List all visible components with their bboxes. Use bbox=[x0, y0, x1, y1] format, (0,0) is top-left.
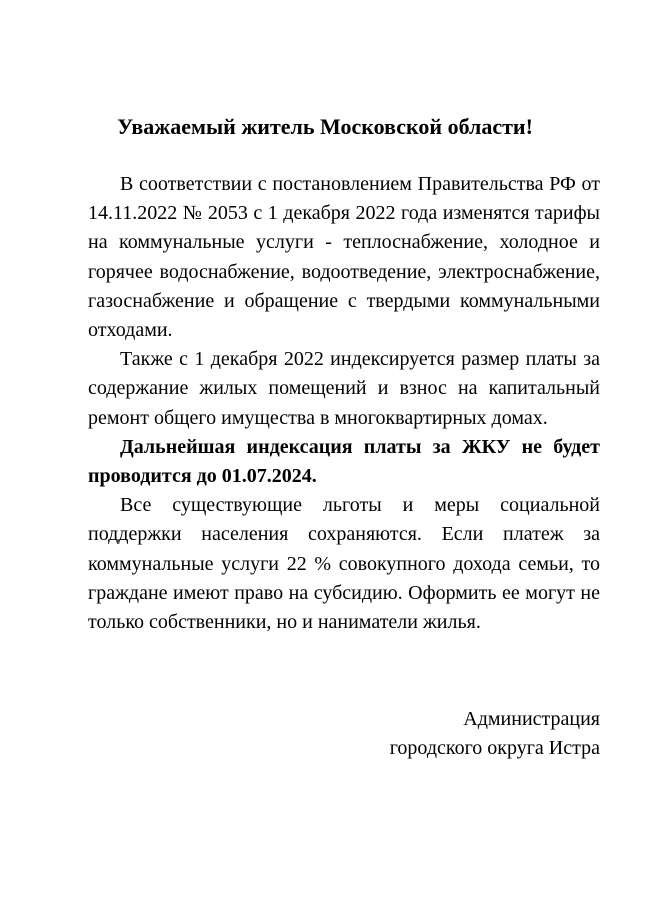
letter-body bbox=[88, 170, 600, 637]
signature-line-district: городского округа Истра bbox=[389, 737, 600, 759]
signature-block bbox=[300, 705, 600, 763]
paragraph-maintenance-fee: Также с 1 декабря 2022 индексируется размер платы за содержание жилых помещений и взнос на капитальный ремонт общего имущества в многоквартирных домах. bbox=[88, 348, 600, 429]
paragraph-indexation-notice: Дальнейшая индексация платы за ЖКУ не будет проводится до 01.07.2024. bbox=[88, 435, 600, 488]
signature-line-administration: Администрация bbox=[463, 708, 600, 730]
paragraph-benefits-subsidy: Все существующие льготы и меры социальной поддержки населения сохраняются. Если платеж за коммунальные услуги 22 % совокупного дохода семьи, то граждане имеют право на субсидию. Оформить ее могут не только собственники, но и наниматели жилья. bbox=[88, 494, 600, 634]
paragraph-tariff-change: В соответствии с постановлением Правительства РФ от 14.11.2022 № 2053 с 1 декабря 2022 года изменятся тарифы на коммунальные услуги - теплоснабжение, холодное и горячее водоснабжение, водоотведение, электроснабжение, газоснабжение и обращение с твердыми коммунальными отходами. bbox=[88, 173, 600, 342]
letter-title: Уважаемый житель Московской области! bbox=[117, 114, 533, 139]
